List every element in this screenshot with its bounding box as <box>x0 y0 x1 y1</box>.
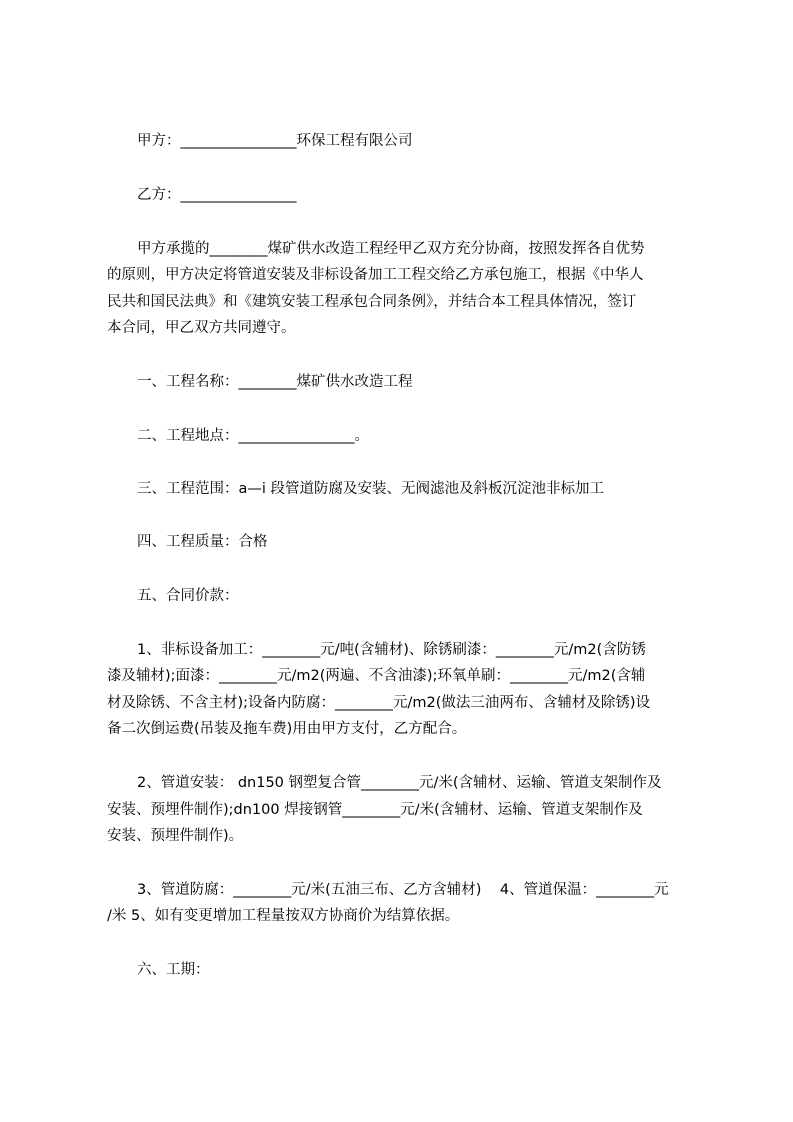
price-item-2-line-1: 2、管道安装： dn150 钢塑复合管________元/米(含辅材、运输、管道支架制作及 <box>137 775 662 791</box>
price-item-3-4-line-1: 3、管道防腐：________元/米(五油三布、乙方含辅材) 4、管道保温：________元 <box>137 882 669 898</box>
party-b-line: 乙方：________________ <box>137 187 297 203</box>
price-item-1-line-4: 备二次倒运费(吊装及拖车费)用由甲方支付，乙方配合。 <box>107 721 467 737</box>
section-2-project-location: 二、工程地点：________________。 <box>137 428 369 444</box>
price-item-2-line-2: 安装、预埋件制作);dn100 焊接钢管________元/米(含辅材、运输、管道支架制作及 <box>107 802 643 818</box>
preamble-line-4: 本合同，甲乙双方共同遵守。 <box>107 320 296 336</box>
section-4-project-quality: 四、工程质量：合格 <box>137 534 268 550</box>
party-a-line: 甲方：________________环保工程有限公司 <box>137 133 413 149</box>
preamble-line-2: 的原则，甲方决定将管道安装及非标设备加工工程交给乙方承包施工，根据《中华人 <box>107 267 644 283</box>
price-item-2-line-3: 安装、预埋件制作)。 <box>107 828 244 844</box>
price-item-3-4-line-2: /米 5、如有变更增加工程量按双方协商价为结算依据。 <box>107 908 460 924</box>
price-item-1-line-1: 1、非标设备加工：________元/吨(含辅材)、除锈刷漆：________元/m2(含防锈 <box>137 642 646 658</box>
section-3-project-scope: 三、工程范围：a—i 段管道防腐及安装、无阀滤池及斜板沉淀池非标加工 <box>137 481 605 497</box>
price-item-1-line-2: 漆及辅材);面漆：________元/m2(两遍、不含油漆);环氧单刷：________元/m2(含辅 <box>107 668 646 684</box>
preamble-line-3: 民共和国民法典》和《建筑安装工程承包合同条例》，并结合本工程具体情况，签订 <box>107 294 637 310</box>
section-1-project-name: 一、工程名称：________煤矿供水改造工程 <box>137 374 413 390</box>
section-6-schedule: 六、工期： <box>137 962 210 978</box>
section-5-contract-price: 五、合同价款： <box>137 588 239 604</box>
price-item-1-line-3: 材及除锈、不含主材);设备内防腐：________元/m2(做法三油两布、含辅材及除锈)设 <box>107 695 651 711</box>
preamble-line-1: 甲方承揽的________煤矿供水改造工程经甲乙双方充分协商，按照发挥各自优势 <box>137 241 645 257</box>
